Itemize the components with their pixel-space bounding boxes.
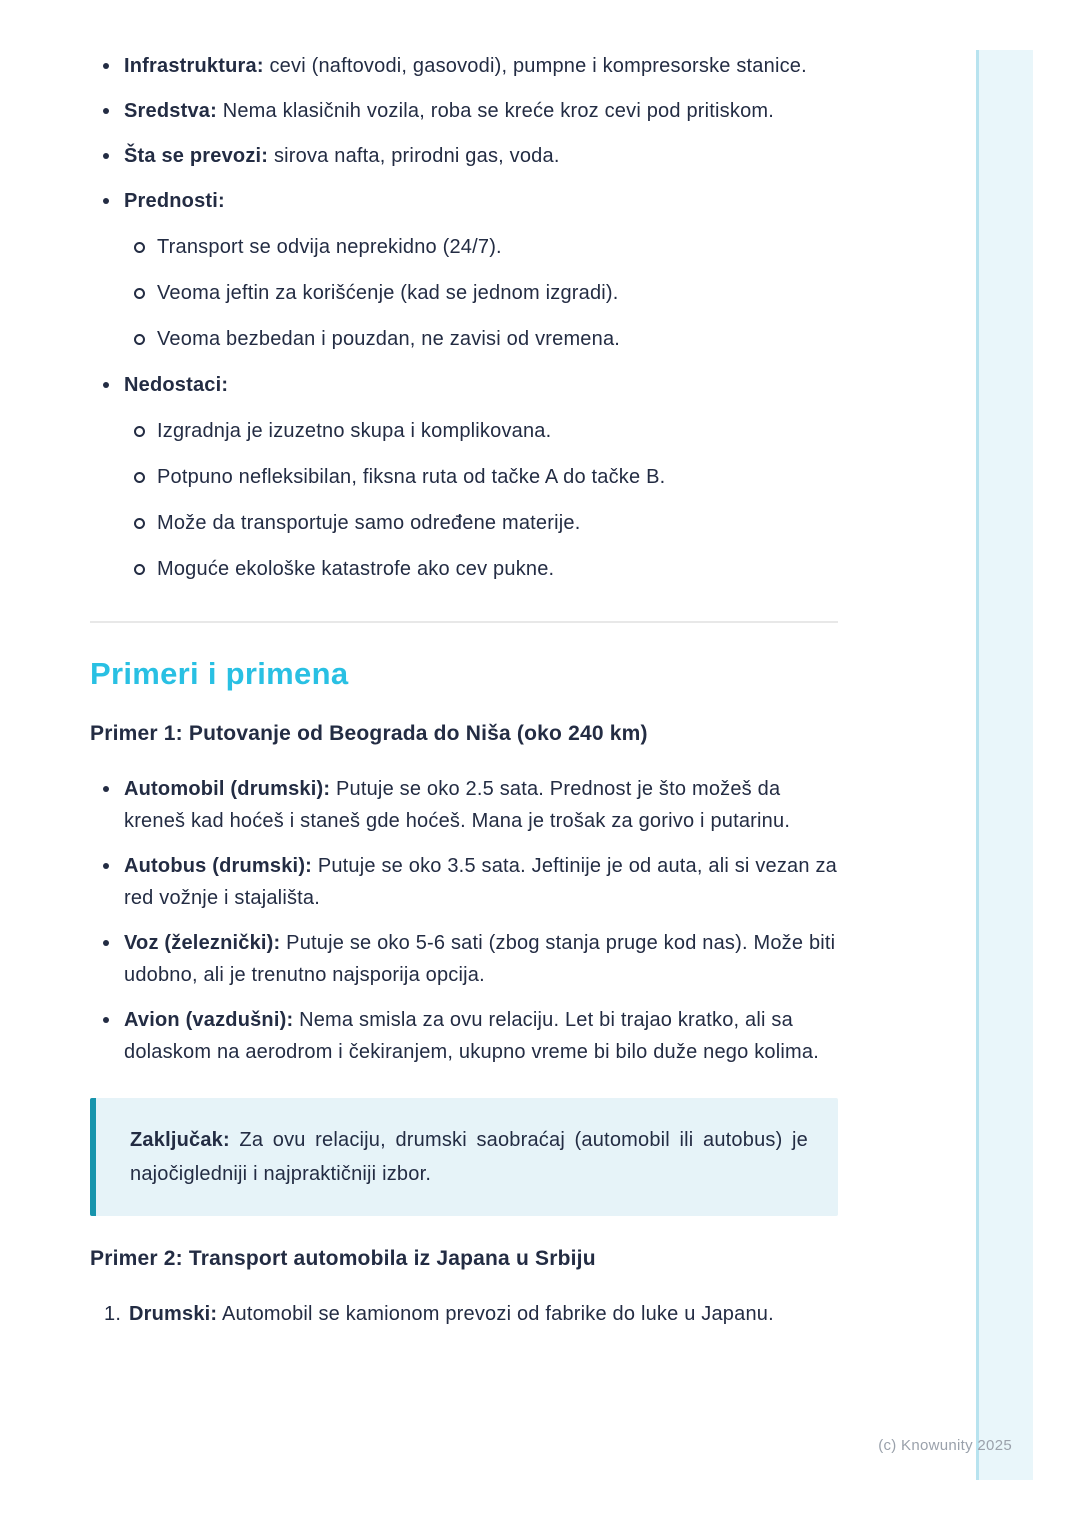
item-text: Nema smisla za ovu relaciju. Let bi trajao kratko, ali sa dolaskom na aerodrom i čekiranjem, ukupno vreme bi bilo duže nego kolima.: [124, 1009, 819, 1063]
sub-item: Može da transportuje samo određene materije.: [124, 507, 838, 539]
page-content: [90, 50, 838, 1330]
item-number: 1.: [104, 1303, 122, 1325]
list-item-avion: [90, 1004, 838, 1068]
item-text: Putuje se oko 3.5 sata. Jeftinije je od auta, ali si vezan za red vožnje i stajališta.: [124, 855, 837, 909]
list-item-sta-se-prevozi: [90, 140, 838, 172]
list-item-infrastruktura: [90, 50, 838, 82]
item-text: sirova nafta, prirodni gas, voda.: [273, 145, 560, 167]
item-text: Putuje se oko 2.5 sata. Prednost je što možeš da kreneš kad hoćeš i staneš gde hoćeš. Mana je trošak za gorivo i putarinu.: [124, 778, 791, 832]
item-text: Nema klasičnih vozila, roba se kreće kroz cevi pod pritiskom.: [222, 100, 775, 122]
prednosti-sublist: [124, 231, 838, 355]
item-label: Avion (vazdušni):: [124, 1009, 294, 1031]
item-label: Voz (železnički):: [124, 932, 281, 954]
sub-item: Transport se odvija neprekidno (24/7).: [124, 231, 838, 263]
copyright-notice: (c) Knowunity 2025: [878, 1437, 1012, 1454]
example1-title: Primer 1: Putovanje od Beograda do Niša (oko 240 km): [90, 722, 648, 745]
sub-item: Veoma jeftin za korišćenje (kad se jednom izgradi).: [124, 277, 838, 309]
callout-label: Zaključak:: [130, 1129, 230, 1151]
callout-paragraph: [130, 1123, 808, 1191]
conclusion-callout: [90, 1098, 838, 1216]
item-text: Automobil se kamionom prevozi od fabrike do luke u Japanu.: [221, 1303, 774, 1325]
item-label: Nedostaci:: [124, 374, 229, 396]
sub-item: Veoma bezbedan i pouzdan, ne zavisi od vremena.: [124, 323, 838, 355]
right-margin-stripe: [976, 50, 1033, 1480]
section-heading: Primeri i primena: [90, 656, 349, 691]
item-label: Šta se prevozi:: [124, 145, 269, 167]
example1-list: [90, 773, 838, 1068]
item-label: Sredstva:: [124, 100, 217, 122]
nedostaci-sublist: [124, 415, 838, 585]
numbered-item-drumski: [90, 1298, 838, 1330]
list-item-voz: [90, 927, 838, 991]
list-item-sredstva: [90, 95, 838, 127]
pipeline-properties-list: [90, 50, 838, 585]
item-text: cevi (naftovodi, gasovodi), pumpne i kompresorske stanice.: [269, 55, 807, 77]
item-text: Putuje se oko 5-6 sati (zbog stanja pruge kod nas). Može biti udobno, ali je trenutno najsporija opcija.: [124, 932, 836, 986]
section-divider: [90, 621, 838, 623]
sub-item: Potpuno nefleksibilan, fiksna ruta od tačke A do tačke B.: [124, 461, 838, 493]
item-label: Prednosti:: [124, 190, 225, 212]
example2-list: [90, 1298, 838, 1330]
item-label: Autobus (drumski):: [124, 855, 313, 877]
list-item-nedostaci: [90, 369, 838, 585]
list-item-autobus: [90, 850, 838, 914]
item-label: Automobil (drumski):: [124, 778, 331, 800]
sub-item: Moguće ekološke katastrofe ako cev pukne.: [124, 553, 838, 585]
callout-text: Za ovu relaciju, drumski saobraćaj (automobil ili autobus) je najočigledniji i najpraktičniji izbor.: [130, 1129, 808, 1185]
list-item-automobil: [90, 773, 838, 837]
example2-title: Primer 2: Transport automobila iz Japana u Srbiju: [90, 1247, 596, 1270]
item-label: Infrastruktura:: [124, 55, 264, 77]
list-item-prednosti: [90, 185, 838, 355]
sub-item: Izgradnja je izuzetno skupa i komplikovana.: [124, 415, 838, 447]
item-label: Drumski:: [129, 1303, 218, 1325]
